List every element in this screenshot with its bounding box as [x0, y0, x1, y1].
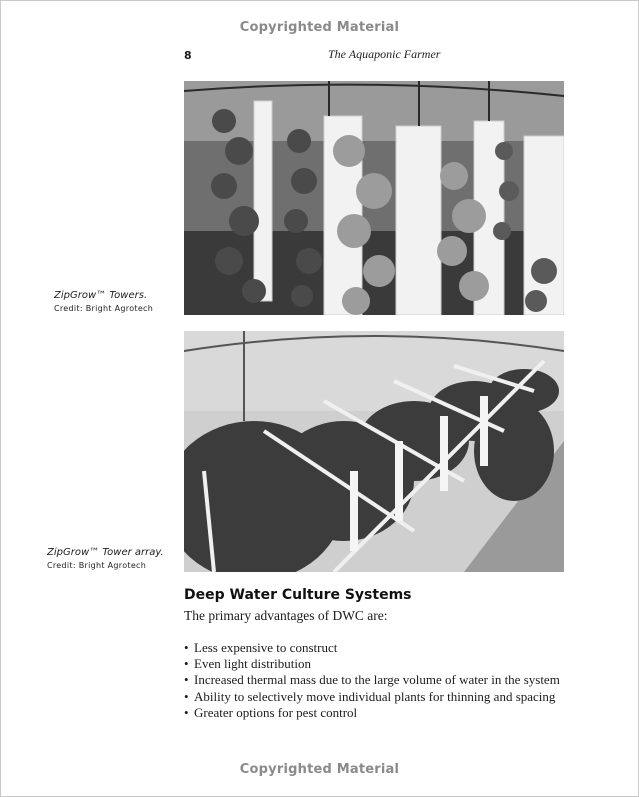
photo-towers: [184, 81, 564, 315]
figure-caption-2: [47, 546, 217, 572]
figure-credit: Credit: Bright Agrotech: [54, 304, 154, 313]
running-head: The Aquaponic Farmer: [328, 47, 441, 61]
figure-caption-title: ZipGrow™ Towers.: [54, 290, 148, 301]
section-heading: Deep Water Culture Systems: [184, 587, 412, 603]
figure-caption-1: [54, 289, 224, 315]
list-item: • Increased thermal mass due to the large volume of water in the system: [184, 672, 560, 688]
list-item: • Even light distribution: [184, 656, 560, 672]
watermark-top: Copyrighted Material: [239, 20, 400, 35]
advantages-list: [184, 640, 560, 721]
watermark-bottom: Copyrighted Material: [239, 762, 400, 777]
list-item: • Less expensive to construct: [184, 640, 560, 656]
photo-tower-array: [184, 331, 564, 572]
figure-credit: Credit: Bright Agrotech: [47, 561, 147, 570]
list-item: • Ability to selectively move individual plants for thinning and spacing: [184, 689, 560, 705]
figure-caption-title: ZipGrow™ Tower array.: [47, 547, 164, 558]
list-item: • Greater options for pest control: [184, 705, 560, 721]
section-intro: The primary advantages of DWC are:: [184, 608, 388, 623]
page-number: 8: [184, 49, 192, 62]
